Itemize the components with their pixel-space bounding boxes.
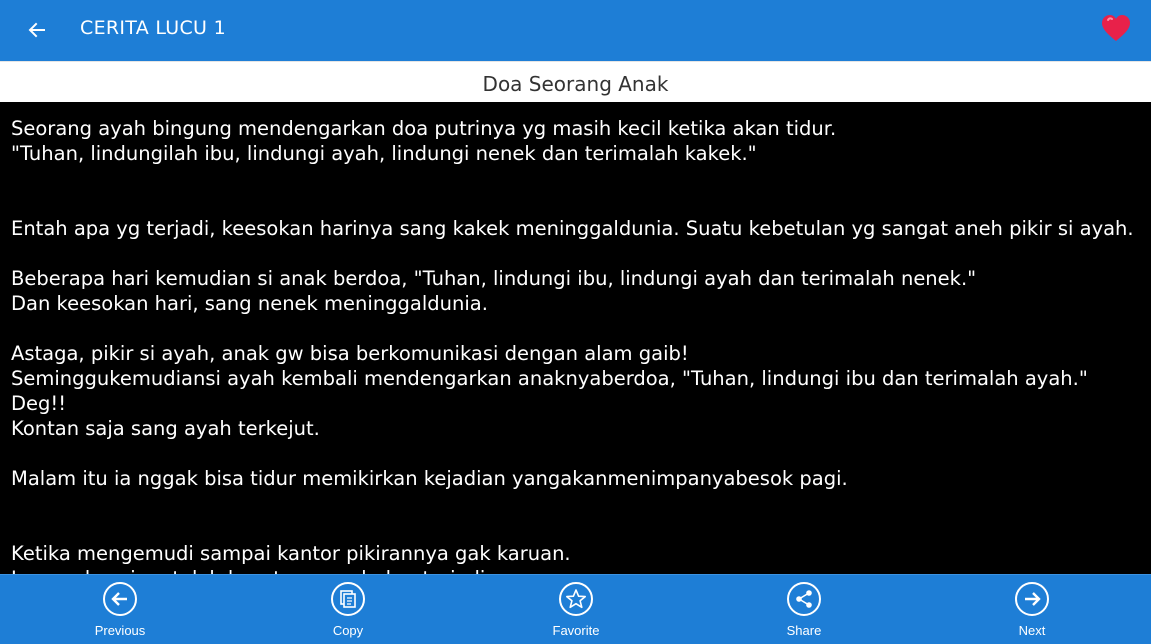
story-title-bar [0, 61, 1151, 103]
previous-label: Previous [94, 623, 146, 638]
share-button[interactable] [749, 575, 859, 644]
copy-label: Copy [332, 623, 364, 638]
star-icon [559, 582, 593, 616]
next-label: Next [1018, 623, 1046, 638]
favorite-button[interactable] [521, 575, 631, 644]
arrow-left-circle-icon [103, 582, 137, 616]
bottom-nav [0, 574, 1151, 644]
heart-icon[interactable] [1100, 13, 1132, 45]
share-label: Share [786, 623, 822, 638]
story-content[interactable] [0, 102, 1151, 573]
story-title: Doa Seorang Anak [482, 72, 669, 96]
previous-button[interactable] [65, 575, 175, 644]
copy-icon [331, 582, 365, 616]
app-title: CERITA LUCU 1 [80, 17, 226, 39]
copy-button[interactable] [293, 575, 403, 644]
share-icon [787, 582, 821, 616]
app-bar [0, 0, 1151, 61]
arrow-right-circle-icon [1015, 582, 1049, 616]
arrow-left-icon[interactable] [22, 15, 52, 45]
favorite-label: Favorite [552, 623, 600, 638]
story-body: Seorang ayah bingung mendengarkan doa putrinya yg masih kecil ketika akan tidur. "Tuhan, lindungilah ibu, lindungi ayah, lindungi nenek dan terimalah kakek." Entah apa yg terjadi, keesokan harinya sang kakek meninggaldunia. Suatu kebetulan yg sangat aneh pikir si ayah. Beberapa hari kemudian si anak berdoa, "Tuhan, lindungi ibu, lindungi ayah dan terimalah nenek." Dan keesokan hari, sang nenek meninggaldunia. Astaga, pikir si ayah, anak gw bisa berkomunikasi dengan alam gaib! Seminggukemudiansi ayah kembali mendengarkan anaknyaberdoa, "Tuhan, lindungi ibu dan terimalah ayah." Deg!! Kontan saja sang ayah terkejut. Malam itu ia nggak bisa tidur memikirkan kejadian yangakanmenimpanyabesok pagi. Ketika mengemudi sampai kantor pikirannya gak karuan. [11, 117, 1134, 565]
next-button[interactable] [977, 575, 1087, 644]
